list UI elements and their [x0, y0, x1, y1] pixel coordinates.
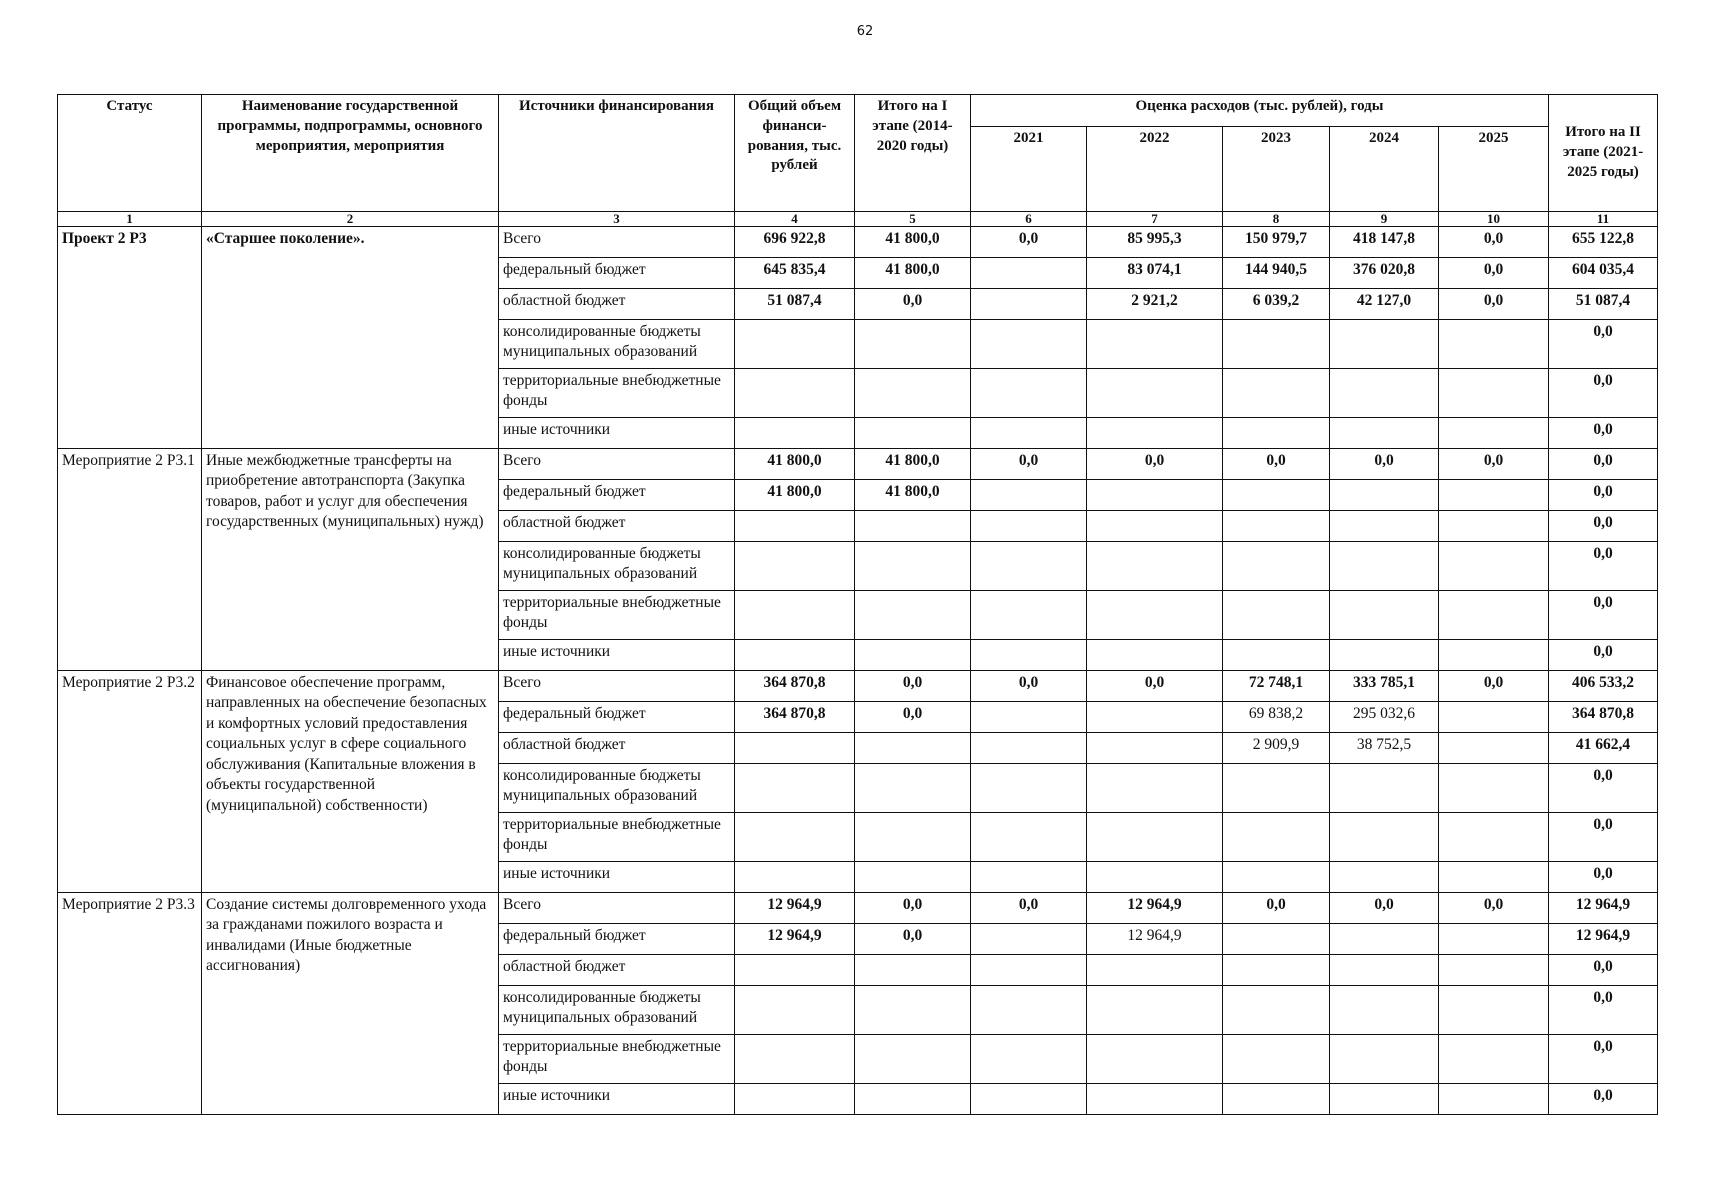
stage2-total-cell: 0,0	[1549, 591, 1658, 640]
stage2-total-cell: 604 035,4	[1549, 258, 1658, 289]
value-cell	[1330, 320, 1439, 369]
value-cell: 0,0	[1439, 258, 1549, 289]
value-cell	[1330, 418, 1439, 449]
value-cell: 0,0	[855, 702, 971, 733]
stage2-total-cell: 0,0	[1549, 1035, 1658, 1084]
stage2-total-cell: 0,0	[1549, 764, 1658, 813]
value-cell	[1330, 1084, 1439, 1115]
value-cell: 0,0	[1087, 671, 1223, 702]
col-number: 5	[855, 212, 971, 227]
value-cell	[1087, 542, 1223, 591]
value-cell: 0,0	[971, 671, 1087, 702]
source-label: областной бюджет	[499, 955, 735, 986]
value-cell	[1439, 764, 1549, 813]
col-number: 9	[1330, 212, 1439, 227]
value-cell	[855, 955, 971, 986]
value-cell: 0,0	[855, 924, 971, 955]
row-name: Создание системы долговременного ухода за гражданами пожилого возраста и инвалидами (Иные бюджетные ассигнования)	[202, 893, 499, 1115]
stage2-total-cell: 0,0	[1549, 813, 1658, 862]
source-label: консолидированные бюджеты муниципальных образований	[499, 320, 735, 369]
value-cell	[1223, 369, 1330, 418]
value-cell	[1087, 1035, 1223, 1084]
value-cell	[1330, 591, 1439, 640]
value-cell: 0,0	[971, 449, 1087, 480]
value-cell	[1087, 702, 1223, 733]
value-cell	[1439, 733, 1549, 764]
value-cell: 6 039,2	[1223, 289, 1330, 320]
value-cell: 418 147,8	[1330, 227, 1439, 258]
value-cell	[1330, 924, 1439, 955]
value-cell	[1223, 591, 1330, 640]
value-cell	[971, 258, 1087, 289]
value-cell: 0,0	[1087, 449, 1223, 480]
value-cell	[971, 289, 1087, 320]
value-cell	[1087, 1084, 1223, 1115]
stage2-total-cell: 0,0	[1549, 480, 1658, 511]
row-name: «Старшее поколение».	[202, 227, 499, 449]
value-cell	[1087, 320, 1223, 369]
value-cell	[1330, 511, 1439, 542]
value-cell: 333 785,1	[1330, 671, 1439, 702]
value-cell	[971, 862, 1087, 893]
value-cell	[735, 764, 855, 813]
value-cell: 696 922,8	[735, 227, 855, 258]
stage2-total-cell: 0,0	[1549, 1084, 1658, 1115]
header-year: 2022	[1087, 127, 1223, 212]
header-stage1: Итого на I этапе (2014-2020 годы)	[855, 95, 971, 212]
value-cell	[855, 764, 971, 813]
value-cell: 364 870,8	[735, 671, 855, 702]
value-cell: 41 800,0	[855, 227, 971, 258]
value-cell	[855, 369, 971, 418]
value-cell	[1439, 924, 1549, 955]
value-cell	[1223, 1035, 1330, 1084]
value-cell: 0,0	[1439, 671, 1549, 702]
source-label: консолидированные бюджеты муниципальных образований	[499, 542, 735, 591]
table-row	[58, 227, 1658, 258]
value-cell	[1439, 591, 1549, 640]
value-cell	[735, 369, 855, 418]
value-cell	[735, 955, 855, 986]
value-cell	[855, 1084, 971, 1115]
header-year: 2021	[971, 127, 1087, 212]
row-status: Мероприятие 2 Р3.3	[58, 893, 202, 1115]
source-label: территориальные внебюджетные фонды	[499, 1035, 735, 1084]
stage2-total-cell: 0,0	[1549, 986, 1658, 1035]
source-label: Всего	[499, 449, 735, 480]
value-cell	[971, 1035, 1087, 1084]
value-cell: 12 964,9	[735, 924, 855, 955]
value-cell	[1439, 320, 1549, 369]
value-cell	[1223, 542, 1330, 591]
header-sources: Источники финансирования	[499, 95, 735, 212]
col-number: 1	[58, 212, 202, 227]
value-cell	[1223, 813, 1330, 862]
header-year: 2024	[1330, 127, 1439, 212]
source-label: территориальные внебюджетные фонды	[499, 813, 735, 862]
value-cell: 0,0	[1223, 893, 1330, 924]
value-cell	[1223, 986, 1330, 1035]
value-cell: 72 748,1	[1223, 671, 1330, 702]
value-cell: 41 800,0	[855, 258, 971, 289]
value-cell	[1330, 640, 1439, 671]
value-cell	[1439, 1084, 1549, 1115]
value-cell	[971, 369, 1087, 418]
value-cell: 0,0	[1330, 449, 1439, 480]
value-cell	[855, 813, 971, 862]
value-cell	[1330, 369, 1439, 418]
value-cell	[971, 511, 1087, 542]
header-status: Статус	[58, 95, 202, 212]
source-label: иные источники	[499, 1084, 735, 1115]
value-cell	[971, 702, 1087, 733]
header-estimate: Оценка расходов (тыс. рублей), годы	[971, 95, 1549, 127]
value-cell: 0,0	[1439, 227, 1549, 258]
value-cell	[735, 733, 855, 764]
header-total: Общий объем финанси-рования, тыс. рублей	[735, 95, 855, 212]
value-cell	[1330, 764, 1439, 813]
value-cell	[971, 813, 1087, 862]
value-cell: 295 032,6	[1330, 702, 1439, 733]
value-cell: 0,0	[1439, 449, 1549, 480]
value-cell	[735, 542, 855, 591]
value-cell	[1439, 418, 1549, 449]
value-cell: 0,0	[855, 671, 971, 702]
value-cell	[1087, 640, 1223, 671]
source-label: территориальные внебюджетные фонды	[499, 591, 735, 640]
value-cell	[855, 862, 971, 893]
stage2-total-cell: 0,0	[1549, 955, 1658, 986]
source-label: областной бюджет	[499, 733, 735, 764]
value-cell	[1223, 862, 1330, 893]
value-cell	[735, 511, 855, 542]
value-cell	[1330, 480, 1439, 511]
stage2-total-cell: 51 087,4	[1549, 289, 1658, 320]
row-status: Мероприятие 2 Р3.2	[58, 671, 202, 893]
value-cell: 85 995,3	[1087, 227, 1223, 258]
value-cell	[1330, 813, 1439, 862]
table-body	[58, 227, 1658, 1115]
value-cell	[1439, 955, 1549, 986]
value-cell	[1439, 369, 1549, 418]
value-cell	[1087, 986, 1223, 1035]
header-name: Наименование государственной программы, подпрограммы, основного мероприятия, мероприятия	[202, 95, 499, 212]
value-cell	[1439, 986, 1549, 1035]
value-cell: 41 800,0	[735, 480, 855, 511]
value-cell	[855, 733, 971, 764]
value-cell	[971, 764, 1087, 813]
value-cell	[735, 986, 855, 1035]
value-cell: 150 979,7	[1223, 227, 1330, 258]
value-cell	[1439, 640, 1549, 671]
value-cell	[855, 640, 971, 671]
stage2-total-cell: 0,0	[1549, 320, 1658, 369]
page-number: 62	[856, 24, 874, 39]
value-cell	[1223, 320, 1330, 369]
row-status: Мероприятие 2 Р3.1	[58, 449, 202, 671]
value-cell	[1223, 480, 1330, 511]
value-cell: 12 964,9	[1087, 924, 1223, 955]
value-cell	[1223, 924, 1330, 955]
col-number: 6	[971, 212, 1087, 227]
value-cell: 38 752,5	[1330, 733, 1439, 764]
source-label: иные источники	[499, 640, 735, 671]
value-cell: 0,0	[855, 893, 971, 924]
stage2-total-cell: 364 870,8	[1549, 702, 1658, 733]
source-label: консолидированные бюджеты муниципальных образований	[499, 986, 735, 1035]
stage2-total-cell: 12 964,9	[1549, 924, 1658, 955]
value-cell: 41 800,0	[735, 449, 855, 480]
value-cell	[855, 320, 971, 369]
value-cell	[1223, 640, 1330, 671]
financing-table	[57, 94, 1658, 1115]
value-cell: 12 964,9	[1087, 893, 1223, 924]
row-name: Иные межбюджетные трансферты на приобретение автотранспорта (Закупка товаров, работ и услуг для обеспечения государственных (муниципальных) нужд)	[202, 449, 499, 671]
value-cell: 645 835,4	[735, 258, 855, 289]
col-number: 8	[1223, 212, 1330, 227]
source-label: Всего	[499, 893, 735, 924]
value-cell	[1087, 813, 1223, 862]
value-cell	[1223, 511, 1330, 542]
value-cell	[1330, 986, 1439, 1035]
row-name: Финансовое обеспечение программ, направленных на обеспечение безопасных и комфортных условий предоставления социальных услуг в сфере социального обслуживания (Капитальные вложения в объекты государственной (муниципальной) собственности)	[202, 671, 499, 893]
value-cell	[1330, 542, 1439, 591]
stage2-total-cell: 12 964,9	[1549, 893, 1658, 924]
value-cell: 51 087,4	[735, 289, 855, 320]
value-cell	[1223, 1084, 1330, 1115]
value-cell	[1223, 955, 1330, 986]
value-cell	[735, 1035, 855, 1084]
col-number: 7	[1087, 212, 1223, 227]
value-cell	[1223, 418, 1330, 449]
value-cell	[735, 591, 855, 640]
value-cell: 2 921,2	[1087, 289, 1223, 320]
value-cell: 83 074,1	[1087, 258, 1223, 289]
value-cell	[1330, 1035, 1439, 1084]
table-row	[58, 449, 1658, 480]
value-cell	[1439, 813, 1549, 862]
value-cell: 0,0	[855, 289, 971, 320]
stage2-total-cell: 0,0	[1549, 369, 1658, 418]
value-cell	[971, 418, 1087, 449]
stage2-total-cell: 0,0	[1549, 542, 1658, 591]
value-cell	[1439, 862, 1549, 893]
stage2-total-cell: 0,0	[1549, 418, 1658, 449]
source-label: Всего	[499, 227, 735, 258]
value-cell: 12 964,9	[735, 893, 855, 924]
value-cell	[735, 1084, 855, 1115]
value-cell	[971, 591, 1087, 640]
stage2-total-cell: 655 122,8	[1549, 227, 1658, 258]
value-cell: 42 127,0	[1330, 289, 1439, 320]
source-label: областной бюджет	[499, 511, 735, 542]
value-cell: 376 020,8	[1330, 258, 1439, 289]
value-cell	[735, 320, 855, 369]
source-label: областной бюджет	[499, 289, 735, 320]
col-number: 11	[1549, 212, 1658, 227]
value-cell	[1087, 955, 1223, 986]
col-number: 10	[1439, 212, 1549, 227]
value-cell	[1439, 542, 1549, 591]
table-row	[58, 671, 1658, 702]
value-cell	[1439, 511, 1549, 542]
stage2-total-cell: 406 533,2	[1549, 671, 1658, 702]
value-cell	[1330, 955, 1439, 986]
source-label: федеральный бюджет	[499, 924, 735, 955]
table-row	[58, 893, 1658, 924]
value-cell	[971, 640, 1087, 671]
value-cell	[971, 320, 1087, 369]
col-number: 2	[202, 212, 499, 227]
source-label: консолидированные бюджеты муниципальных образований	[499, 764, 735, 813]
value-cell	[1087, 733, 1223, 764]
stage2-total-cell: 41 662,4	[1549, 733, 1658, 764]
row-status: Проект 2 Р3	[58, 227, 202, 449]
value-cell	[735, 640, 855, 671]
value-cell	[855, 511, 971, 542]
value-cell	[1087, 369, 1223, 418]
col-number: 3	[499, 212, 735, 227]
value-cell	[855, 986, 971, 1035]
value-cell	[1439, 702, 1549, 733]
source-label: иные источники	[499, 418, 735, 449]
value-cell	[735, 418, 855, 449]
value-cell: 0,0	[1439, 893, 1549, 924]
stage2-total-cell: 0,0	[1549, 511, 1658, 542]
value-cell	[1087, 591, 1223, 640]
value-cell	[855, 542, 971, 591]
value-cell	[1439, 480, 1549, 511]
source-label: федеральный бюджет	[499, 258, 735, 289]
stage2-total-cell: 0,0	[1549, 449, 1658, 480]
value-cell	[971, 733, 1087, 764]
value-cell	[855, 418, 971, 449]
value-cell	[1087, 480, 1223, 511]
value-cell: 144 940,5	[1223, 258, 1330, 289]
value-cell	[735, 813, 855, 862]
source-label: Всего	[499, 671, 735, 702]
value-cell	[735, 862, 855, 893]
source-label: территориальные внебюджетные фонды	[499, 369, 735, 418]
value-cell	[855, 1035, 971, 1084]
header-stage2: Итого на II этапе (2021-2025 годы)	[1549, 95, 1658, 212]
value-cell: 364 870,8	[735, 702, 855, 733]
value-cell	[971, 955, 1087, 986]
stage2-total-cell: 0,0	[1549, 862, 1658, 893]
header-year: 2023	[1223, 127, 1330, 212]
value-cell	[971, 986, 1087, 1035]
value-cell: 0,0	[1223, 449, 1330, 480]
value-cell: 41 800,0	[855, 480, 971, 511]
stage2-total-cell: 0,0	[1549, 640, 1658, 671]
value-cell	[971, 924, 1087, 955]
value-cell: 0,0	[1439, 289, 1549, 320]
value-cell	[855, 591, 971, 640]
value-cell	[1330, 862, 1439, 893]
source-label: федеральный бюджет	[499, 480, 735, 511]
value-cell	[1439, 1035, 1549, 1084]
value-cell: 69 838,2	[1223, 702, 1330, 733]
value-cell	[1087, 418, 1223, 449]
source-label: федеральный бюджет	[499, 702, 735, 733]
source-label: иные источники	[499, 862, 735, 893]
value-cell: 41 800,0	[855, 449, 971, 480]
col-number: 4	[735, 212, 855, 227]
value-cell: 0,0	[971, 227, 1087, 258]
value-cell	[1087, 862, 1223, 893]
header-year: 2025	[1439, 127, 1549, 212]
value-cell: 0,0	[971, 893, 1087, 924]
value-cell: 2 909,9	[1223, 733, 1330, 764]
value-cell	[971, 542, 1087, 591]
value-cell: 0,0	[1330, 893, 1439, 924]
value-cell	[1087, 764, 1223, 813]
value-cell	[971, 1084, 1087, 1115]
value-cell	[1223, 764, 1330, 813]
value-cell	[971, 480, 1087, 511]
value-cell	[1087, 511, 1223, 542]
